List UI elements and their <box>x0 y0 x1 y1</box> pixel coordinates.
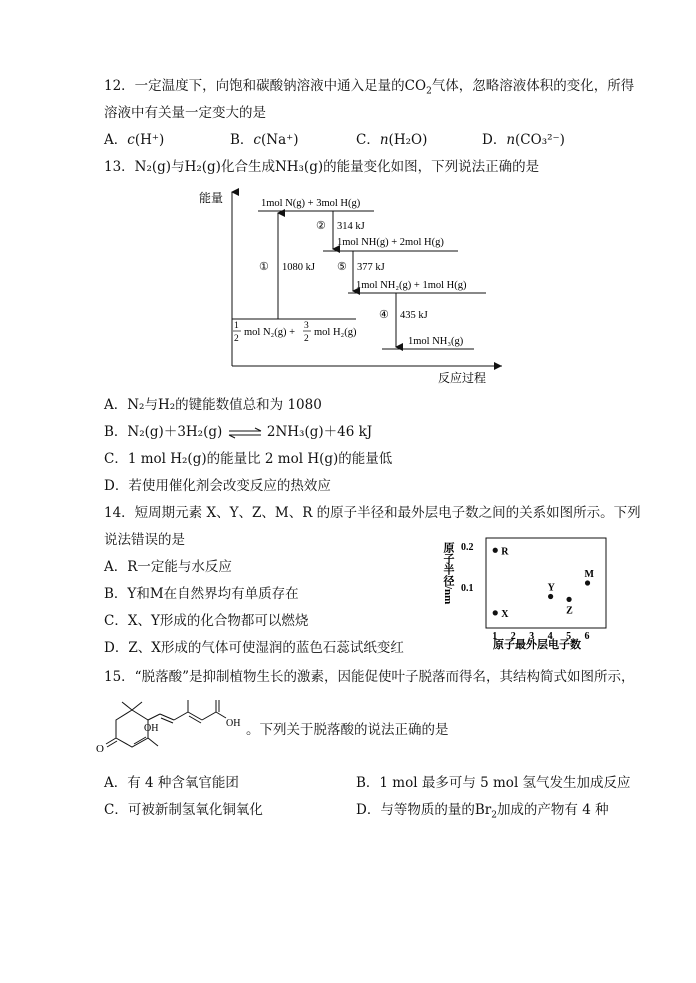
methyl-3 <box>148 738 158 746</box>
q14-option-b: B．Y和M在自然界均有单质存在 <box>104 586 299 602</box>
step4-no: ④ <box>379 309 389 321</box>
point-label-r: R <box>501 546 509 558</box>
x-tick-label: 5 <box>566 631 572 642</box>
q14-line2: 说法错误的是 <box>104 532 185 548</box>
x-axis-title: 原子最外层电子数 <box>493 639 581 651</box>
frac-1-den: 2 <box>234 334 239 344</box>
q13-option-d: D．若使用催化剂会改变反应的热效应 <box>104 478 331 494</box>
level-top-label: 1mol N(g) + 3mol H(g) <box>261 198 361 209</box>
q15-option-a: A．有 4 种含氧官能团 <box>104 775 239 791</box>
y-axis-title: 原子半径/nm <box>442 542 454 605</box>
methyl-1 <box>122 702 132 710</box>
start-n2: mol N₂(g) + <box>244 327 295 338</box>
x-tick-label: 1 <box>492 631 498 642</box>
point-label-m: M <box>584 569 594 580</box>
y-axis-label: 能量 <box>199 191 224 205</box>
point-x <box>493 610 498 615</box>
start-h2: mol H₂(g) <box>314 327 357 338</box>
q12-line2: 溶液中有关量一定变大的是 <box>104 105 266 121</box>
x-axis-arrow-icon <box>494 362 502 370</box>
q15-option-d: D．与等物质的量的$Br_2$加成的产物有 4 种 <box>356 802 609 821</box>
abscisic-acid-structure <box>96 700 246 764</box>
step4-value: 435 kJ <box>400 310 428 321</box>
struct-acid-oh: OH <box>226 718 241 729</box>
point-m <box>585 580 590 585</box>
frac-2-num: 3 <box>304 321 309 331</box>
step2-value: 314 kJ <box>337 221 365 232</box>
chain-3 <box>174 712 188 720</box>
x-tick-label: 3 <box>529 631 535 642</box>
methyl-2 <box>132 702 142 710</box>
point-y <box>548 594 553 599</box>
q13-stem: 13．N₂(g)与H₂(g)化合生成NH₃(g)的能量变化如图，下列说法正确的是 <box>104 159 540 175</box>
q12-option-a: A．c(H⁺) <box>104 132 165 148</box>
frac-1-num: 1 <box>234 321 239 331</box>
q13-option-b: B．N₂(g)＋3H₂(g) 2NH₃(g)＋46 kJ <box>104 424 373 440</box>
level-start-label <box>233 321 357 344</box>
equilibrium-arrow-icon <box>227 427 263 439</box>
y-ticks <box>461 542 474 594</box>
q15-line1: 15．“脱落酸”是抑制植物生长的激素，因能促使叶子脱落而得名，其结构简式如图所示， <box>104 669 635 685</box>
chain-1 <box>148 714 160 720</box>
q14-line1: 14．短周期元素 X、Y、Z、M、R 的原子半径和最外层电子数之间的关系如图所示。下列 <box>104 505 641 521</box>
step2-no: ② <box>316 220 326 232</box>
q13-option-a: A．N₂与H₂的键能数值总和为 1080 <box>104 397 322 413</box>
q12-line1: 12．一定温度下，向饱和碳酸钠溶液中通入足量的$CO_2$气体，忽略溶液体积的变化，所得 <box>104 78 635 97</box>
q12-option-b: B．c(Na⁺) <box>230 132 299 148</box>
q14-option-c: C．X、Y形成的化合物都可以燃烧 <box>104 613 309 629</box>
q14-option-a: A．R一定能与水反应 <box>104 559 232 575</box>
q15-option-c: C．可被新制氢氧化铜氧化 <box>104 802 263 818</box>
struct-ketone-o: O <box>96 743 104 755</box>
step1-no: ① <box>259 261 269 273</box>
point-z <box>566 597 571 602</box>
carbonyl-bond-2 <box>107 741 117 747</box>
x-axis-label: 反应过程 <box>438 371 487 385</box>
chain-4 <box>188 712 202 720</box>
acid-oh-bond <box>216 712 226 718</box>
point-label-y: Y <box>547 582 555 594</box>
level-nh3-label: 1mol NH₃(g) <box>408 336 464 347</box>
step3-value: 377 kJ <box>357 262 385 273</box>
q12-option-c: C．n(H₂O) <box>356 132 428 148</box>
carbonyl-bond-1 <box>106 738 116 744</box>
x-tick-label: 4 <box>547 631 553 642</box>
q14-option-d: D．Z、X形成的气体可使湿润的蓝色石蕊试纸变红 <box>104 640 404 656</box>
step3-no: ⑤ <box>337 261 347 273</box>
radius-scatter-chart <box>436 534 616 652</box>
level-nh-label: 1mol NH(g) + 2mol H(g) <box>337 237 444 248</box>
q15-option-b: B．1 mol 最多可与 5 mol 氢气发生加成反应 <box>356 775 631 791</box>
chain-4-double <box>189 716 201 723</box>
frac-2-den: 2 <box>304 334 309 344</box>
data-points <box>493 546 595 620</box>
q12-option-d: D．n(CO₃²⁻) <box>482 132 565 148</box>
x-tick-label: 6 <box>584 631 590 642</box>
y-tick-label: 0.2 <box>461 542 474 554</box>
x-tick-label: 2 <box>510 631 516 642</box>
q15-line2: 。下列关于脱落酸的说法正确的是 <box>246 722 449 738</box>
struct-ring-oh: OH <box>144 723 159 734</box>
point-r <box>493 548 498 553</box>
level-nh2-label: 1mol NH₂(g) + 1mol H(g) <box>356 280 467 291</box>
chain-2 <box>160 714 174 720</box>
chain-5 <box>202 712 216 720</box>
y-tick-label: 0.1 <box>461 583 474 595</box>
point-label-z: Z <box>566 605 573 617</box>
point-label-x: X <box>501 608 509 620</box>
q13-option-c: C．1 mol H₂(g)的能量比 2 mol H(g)的能量低 <box>104 451 393 467</box>
energy-diagram <box>196 186 506 386</box>
step1-value: 1080 kJ <box>282 262 315 273</box>
